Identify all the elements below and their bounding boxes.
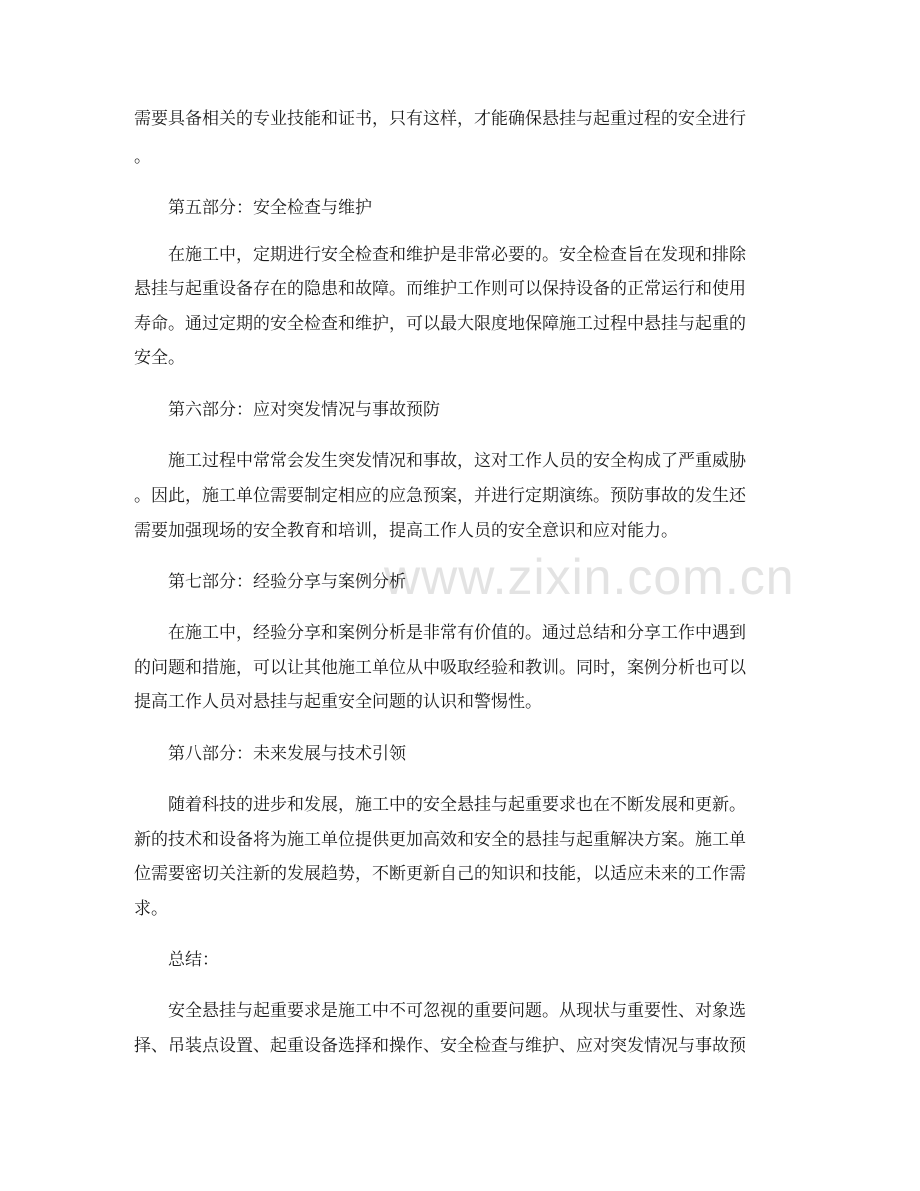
section-heading: 第七部分：经验分享与案例分析 <box>168 572 406 592</box>
text-line: 需要加强现场的安全教育和培训，提高工作人员的安全意识和应对能力。 <box>134 521 678 541</box>
section-heading: 第六部分：应对突发情况与事故预防 <box>168 400 440 420</box>
summary-heading: 总结： <box>168 950 219 970</box>
text-line: 寿命。通过定期的安全检查和维护，可以最大限度地保障施工过程中悬挂与起重的 <box>134 314 746 334</box>
text-line: 安全。 <box>134 348 185 368</box>
text-line: 的问题和措施，可以让其他施工单位从中吸取经验和教训。同时，案例分析也可以 <box>134 658 746 678</box>
text-line: 。因此，施工单位需要制定相应的应急预案，并进行定期演练。预防事故的发生还 <box>134 486 746 506</box>
text-line: 位需要密切关注新的发展趋势，不断更新自己的知识和技能，以适应未来的工作需 <box>134 864 746 884</box>
paragraph-line: 随着科技的进步和发展，施工中的安全悬挂与起重要求也在不断发展和更新。 <box>168 795 746 815</box>
text-line: 提高工作人员对悬挂与起重安全问题的认识和警惕性。 <box>134 692 542 712</box>
text-line: 需要具备相关的专业技能和证书，只有这样，才能确保悬挂与起重过程的安全进行 <box>134 109 746 129</box>
paragraph-line: 安全悬挂与起重要求是施工中不可忽视的重要问题。从现状与重要性、对象选 <box>168 1001 746 1021</box>
section-heading: 第五部分：安全检查与维护 <box>168 198 372 218</box>
paragraph-line: 在施工中，定期进行安全检查和维护是非常必要的。安全检查旨在发现和排除 <box>168 245 746 265</box>
text-line: 。 <box>134 147 151 167</box>
text-line: 新的技术和设备将为施工单位提供更加高效和安全的悬挂与起重解决方案。施工单 <box>134 830 746 850</box>
section-heading: 第八部分：未来发展与技术引领 <box>168 744 406 764</box>
text-line: 求。 <box>134 899 168 919</box>
text-line: 悬挂与起重设备存在的隐患和故障。而维护工作则可以保持设备的正常运行和使用 <box>134 279 746 299</box>
watermark: www.zixin.com.cn <box>384 549 795 605</box>
paragraph-line: 施工过程中常常会发生突发情况和事故，这对工作人员的安全构成了严重威胁 <box>168 451 746 471</box>
paragraph-line: 在施工中，经验分享和案例分析是非常有价值的。通过总结和分享工作中遇到 <box>168 623 746 643</box>
text-line: 择、吊装点设置、起重设备选择和操作、安全检查与维护、应对突发情况与事故预 <box>134 1036 746 1056</box>
